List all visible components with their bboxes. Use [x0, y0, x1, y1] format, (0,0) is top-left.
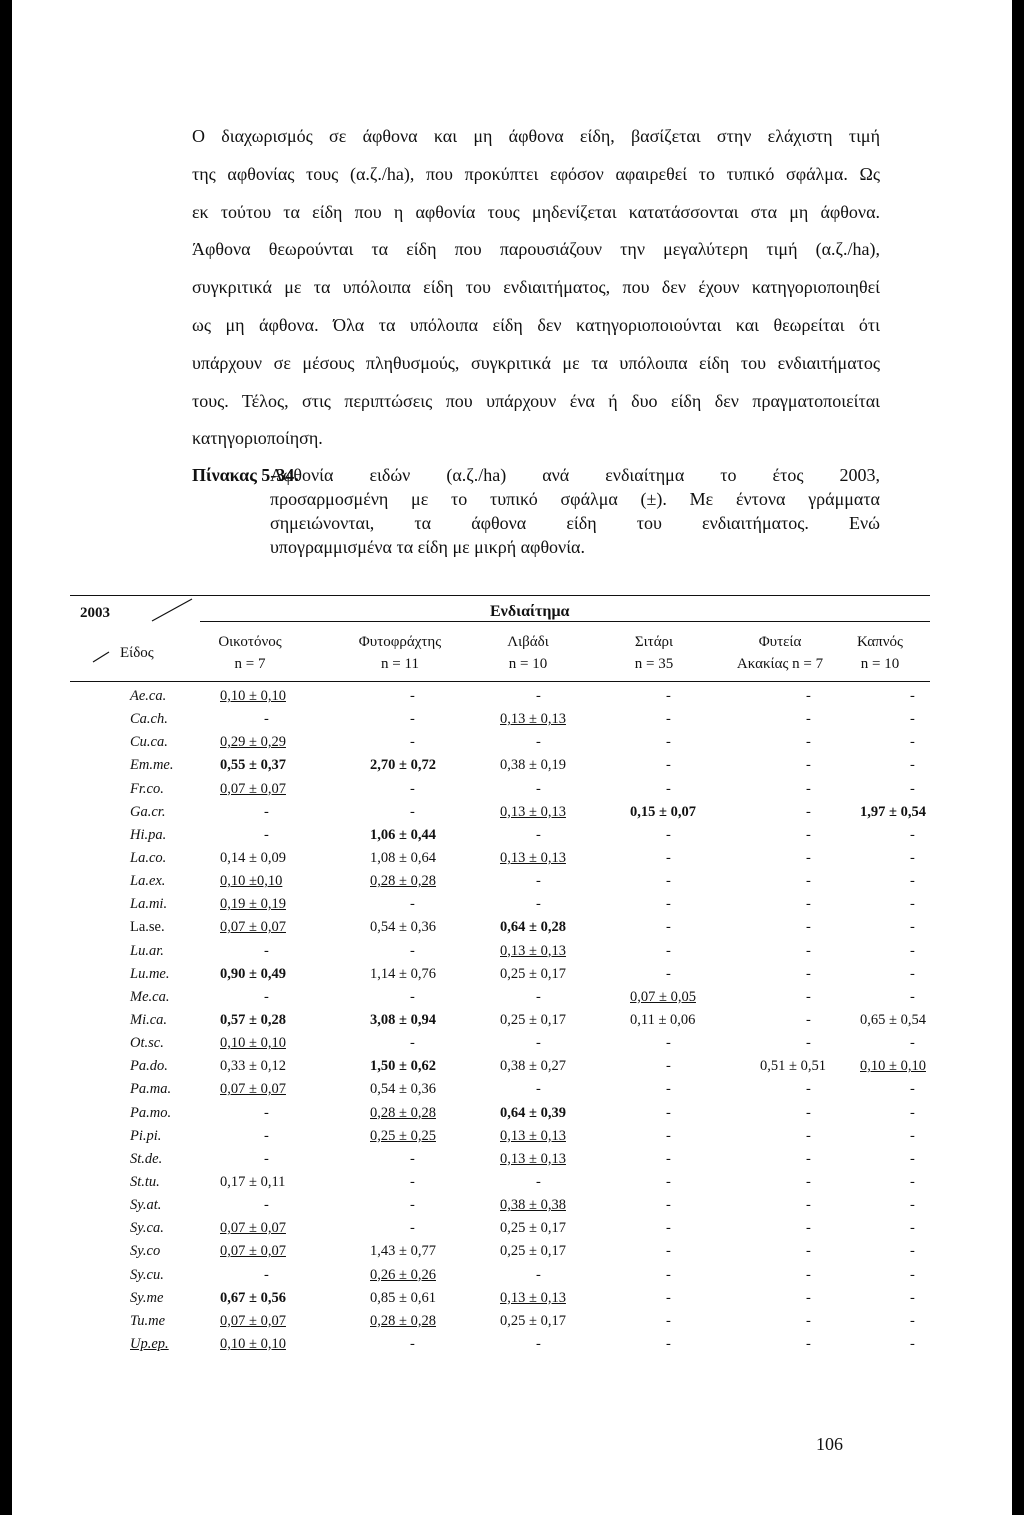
- column-sample-size: n = 11: [381, 656, 419, 672]
- abundance-cell: -: [806, 849, 811, 866]
- table-row: [70, 893, 930, 916]
- abundance-cell: 0,07 ± 0,07: [220, 1220, 286, 1237]
- species-code: Me.ca.: [130, 988, 170, 1005]
- abundance-cell: -: [536, 688, 541, 704]
- abundance-cell: -: [410, 780, 415, 797]
- paragraph-line: της αφθονίας τους (α.ζ./ha), που προκύπτει εφόσον αφαιρεθεί το τυπικό σφάλμα. Ως: [192, 163, 880, 184]
- abundance-cell: 0,13 ± 0,13: [500, 849, 566, 866]
- table-row: [70, 731, 930, 754]
- abundance-cell: -: [264, 988, 269, 1005]
- table-row: [70, 963, 930, 986]
- abundance-cell: -: [910, 988, 915, 1005]
- column-sample-size: n = 10: [508, 656, 548, 672]
- abundance-cell: -: [264, 826, 269, 843]
- abundance-cell: 0,07 ± 0,07: [220, 1081, 286, 1098]
- abundance-cell: -: [536, 1035, 541, 1052]
- abundance-cell: -: [666, 1197, 671, 1214]
- abundance-cell: 3,08 ± 0,94: [370, 1011, 436, 1028]
- species-code: Sy.ca.: [130, 1220, 164, 1237]
- abundance-cell: -: [410, 1220, 415, 1237]
- abundance-cell: 0,54 ± 0,36: [370, 919, 436, 936]
- abundance-cell: -: [806, 988, 811, 1005]
- table-row: [70, 824, 930, 847]
- body-paragraph: [192, 118, 880, 458]
- abundance-cell: -: [666, 688, 671, 704]
- habitat-group-header: Ενδιαίτημα: [490, 603, 570, 620]
- abundance-cell: -: [806, 711, 811, 728]
- species-code: Mi.ca.: [130, 1011, 168, 1028]
- column-name: Λιβάδι: [507, 634, 549, 650]
- abundance-cell: -: [666, 849, 671, 866]
- page-number: 106: [816, 1434, 843, 1454]
- column-sample-size: Ακακίας n = 7: [736, 656, 824, 672]
- abundance-cell: 0,28 ± 0,28: [370, 1312, 436, 1329]
- column-name: Καπνός: [857, 634, 903, 650]
- abundance-cell: -: [666, 942, 671, 959]
- abundance-cell: 0,29 ± 0,29: [220, 734, 286, 751]
- abundance-cell: -: [264, 1104, 269, 1121]
- abundance-cell: -: [264, 1127, 269, 1144]
- paragraph-line: τους. Τέλος, στις περιπτώσεις που υπάρχουν ένα ή δυο είδη δεν πραγματοποιείται: [192, 390, 880, 411]
- abundance-cell: 0,90 ± 0,49: [220, 965, 286, 982]
- abundance-cell: -: [666, 711, 671, 728]
- table-row: [70, 1194, 930, 1217]
- abundance-cell: -: [806, 688, 811, 704]
- abundance-cell: -: [806, 1104, 811, 1121]
- abundance-cell: -: [806, 1335, 811, 1352]
- abundance-cell: 0,38 ± 0,27: [500, 1058, 566, 1075]
- abundance-cell: 0,13 ± 0,13: [500, 1289, 566, 1306]
- abundance-cell: -: [910, 1266, 915, 1283]
- table-row: [70, 685, 930, 708]
- abundance-cell: 0,10 ± 0,10: [220, 1035, 286, 1052]
- species-code: St.de.: [130, 1150, 163, 1167]
- abundance-cell: -: [910, 1289, 915, 1306]
- abundance-cell: 0,15 ± 0,07: [630, 803, 696, 820]
- abundance-cell: -: [666, 826, 671, 843]
- abundance-cell: -: [806, 1266, 811, 1283]
- abundance-cell: -: [910, 896, 915, 913]
- abundance-cell: -: [666, 757, 671, 774]
- column-name: Οικοτόνος: [218, 634, 282, 650]
- caption-label: Πίνακας 5-34.: [192, 465, 299, 485]
- abundance-cell: -: [806, 780, 811, 797]
- abundance-cell: -: [666, 734, 671, 751]
- abundance-cell: 0,25 ± 0,17: [500, 1312, 566, 1329]
- abundance-cell: -: [666, 965, 671, 982]
- abundance-cell: -: [806, 1127, 811, 1144]
- table-row: [70, 1009, 930, 1032]
- abundance-cell: -: [806, 1243, 811, 1260]
- abundance-cell: -: [910, 1104, 915, 1121]
- abundance-cell: -: [410, 803, 415, 820]
- abundance-cell: 2,70 ± 0,72: [370, 757, 436, 774]
- caption-text: [270, 463, 880, 559]
- table-row: [70, 1264, 930, 1287]
- abundance-cell: -: [806, 1312, 811, 1329]
- abundance-cell: 0,07 ± 0,07: [220, 919, 286, 936]
- abundance-cell: -: [910, 1150, 915, 1167]
- caption-line: Αφθονία ειδών (α.ζ./ha) ανά ενδιαίτημα το έτος 2003,: [270, 465, 880, 485]
- abundance-cell: -: [910, 1173, 915, 1190]
- species-code: Ca.ch.: [130, 711, 168, 728]
- column-sample-size: n = 35: [634, 656, 674, 672]
- abundance-cell: -: [666, 1289, 671, 1306]
- abundance-cell: -: [910, 849, 915, 866]
- abundance-cell: -: [264, 803, 269, 820]
- abundance-cell: -: [806, 1150, 811, 1167]
- abundance-cell: -: [264, 711, 269, 728]
- abundance-cell: -: [806, 1011, 811, 1028]
- abundance-cell: -: [910, 942, 915, 959]
- abundance-cell: -: [910, 711, 915, 728]
- table-row: [70, 1148, 930, 1171]
- abundance-cell: 0,67 ± 0,56: [220, 1289, 286, 1306]
- abundance-cell: 1,14 ± 0,76: [370, 965, 436, 982]
- abundance-cell: 0,10 ± 0,10: [220, 688, 286, 704]
- table-row: [70, 1032, 930, 1055]
- column-header: [599, 631, 709, 675]
- abundance-cell: -: [806, 1197, 811, 1214]
- abundance-cell: 0,11 ± 0,06: [630, 1011, 696, 1028]
- table-row: [70, 1333, 930, 1356]
- species-code: La.se.: [130, 919, 165, 936]
- abundance-cell: -: [666, 1127, 671, 1144]
- paragraph-line: κατηγοριοποίηση.: [192, 428, 323, 449]
- species-code: Ga.cr.: [130, 803, 166, 820]
- abundance-cell: 0,19 ± 0,19: [220, 896, 286, 913]
- abundance-cell: -: [666, 1335, 671, 1352]
- abundance-cell: 0,65 ± 0,54: [860, 1011, 926, 1028]
- abundance-cell: 0,07 ± 0,05: [630, 988, 696, 1005]
- abundance-cell: 0,07 ± 0,07: [220, 1243, 286, 1260]
- abundance-cell: 0,25 ± 0,25: [370, 1127, 436, 1144]
- abundance-cell: 0,54 ± 0,36: [370, 1081, 436, 1098]
- abundance-cell: -: [806, 919, 811, 936]
- paragraph-line: εκ τούτου τα είδη που η αφθονία τους μηδενίζεται κατατάσσονται στα μη άφθονα.: [192, 201, 880, 222]
- abundance-cell: 0,07 ± 0,07: [220, 1312, 286, 1329]
- abundance-cell: -: [536, 780, 541, 797]
- column-header: [190, 631, 310, 675]
- abundance-cell: -: [666, 896, 671, 913]
- species-code: Sy.me: [130, 1289, 164, 1306]
- species-code: Sy.at.: [130, 1197, 162, 1214]
- abundance-cell: -: [910, 919, 915, 936]
- abundance-cell: -: [536, 1335, 541, 1352]
- abundance-cell: -: [806, 965, 811, 982]
- abundance-cell: -: [806, 1035, 811, 1052]
- year-diagonal: [150, 597, 194, 623]
- table-row: [70, 1287, 930, 1310]
- abundance-cell: -: [410, 1173, 415, 1190]
- species-code: La.co.: [130, 849, 167, 866]
- table-row: [70, 1240, 930, 1263]
- column-name: Φυτεία: [758, 634, 802, 650]
- paragraph-line: ως μη άφθονα. Όλα τα υπόλοιπα είδη δεν κατηγοριοποιούνται και θεωρείται ότι: [192, 314, 880, 335]
- abundance-cell: -: [264, 942, 269, 959]
- abundance-cell: -: [536, 734, 541, 751]
- abundance-cell: -: [666, 1081, 671, 1098]
- abundance-cell: -: [910, 965, 915, 982]
- abundance-cell: -: [264, 1150, 269, 1167]
- species-code: Pa.mo.: [130, 1104, 172, 1121]
- abundance-cell: -: [666, 1173, 671, 1190]
- table-row: [70, 1078, 930, 1101]
- table-body: [70, 685, 930, 1356]
- species-code: Ot.sc.: [130, 1035, 164, 1052]
- group-rule: [200, 621, 930, 622]
- abundance-cell: -: [536, 896, 541, 913]
- table-row: [70, 916, 930, 939]
- abundance-cell: 1,43 ± 0,77: [370, 1243, 436, 1260]
- column-header: [830, 631, 930, 675]
- abundance-cell: -: [910, 1220, 915, 1237]
- abundance-cell: -: [910, 1035, 915, 1052]
- table-top-rule: [70, 595, 930, 596]
- abundance-cell: -: [264, 1266, 269, 1283]
- abundance-cell: 1,97 ± 0,54: [860, 803, 926, 820]
- abundance-cell: 0,57 ± 0,28: [220, 1011, 286, 1028]
- abundance-cell: -: [910, 873, 915, 890]
- abundance-cell: 0,25 ± 0,17: [500, 965, 566, 982]
- abundance-cell: -: [910, 1243, 915, 1260]
- caption-line: προσαρμοσμένη με το τυπικό σφάλμα (±). Με έντονα γράμματα: [270, 489, 880, 509]
- abundance-cell: -: [410, 896, 415, 913]
- abundance-cell: -: [806, 873, 811, 890]
- abundance-cell: 0,38 ± 0,38: [500, 1197, 566, 1214]
- abundance-cell: 0,64 ± 0,39: [500, 1104, 566, 1121]
- abundance-cell: -: [410, 711, 415, 728]
- abundance-cell: -: [666, 1312, 671, 1329]
- abundance-cell: -: [666, 1220, 671, 1237]
- table-row: [70, 1055, 930, 1078]
- abundance-cell: 1,50 ± 0,62: [370, 1058, 436, 1075]
- column-name: Φυτοφράχτης: [358, 634, 442, 650]
- abundance-cell: -: [910, 1335, 915, 1352]
- species-diagonal: [92, 651, 110, 663]
- abundance-cell: 0,13 ± 0,13: [500, 1150, 566, 1167]
- species-code: Sy.cu.: [130, 1266, 164, 1283]
- abundance-cell: -: [666, 1266, 671, 1283]
- species-code: La.ex.: [130, 873, 166, 890]
- abundance-cell: 0,33 ± 0,12: [220, 1058, 286, 1075]
- paragraph-line: υπάρχουν σε μέσους πληθυσμούς, συγκριτικά με τα υπόλοιπα είδη του ενδιαιτήματος: [192, 352, 880, 373]
- abundance-cell: 0,26 ± 0,26: [370, 1266, 436, 1283]
- abundance-cell: -: [410, 1150, 415, 1167]
- abundance-cell: 0,13 ± 0,13: [500, 803, 566, 820]
- abundance-cell: -: [410, 1197, 415, 1214]
- abundance-cell: 0,07 ± 0,07: [220, 780, 286, 797]
- species-code: Cu.ca.: [130, 734, 168, 751]
- table-row: [70, 1217, 930, 1240]
- column-sample-size: n = 10: [860, 656, 900, 672]
- abundance-cell: -: [910, 1312, 915, 1329]
- abundance-cell: -: [910, 688, 915, 704]
- abundance-cell: -: [910, 1197, 915, 1214]
- abundance-cell: -: [264, 1197, 269, 1214]
- paragraph-line: Άφθονα θεωρούνται τα είδη που παρουσιάζουν την μεγαλύτερη τιμή (α.ζ./ha),: [192, 239, 880, 260]
- species-code: Lu.ar.: [130, 942, 164, 959]
- species-code: Up.ep.: [130, 1335, 169, 1352]
- abundance-cell: -: [806, 734, 811, 751]
- abundance-cell: -: [666, 1035, 671, 1052]
- abundance-cell: 0,55 ± 0,37: [220, 757, 286, 774]
- abundance-cell: -: [536, 873, 541, 890]
- abundance-cell: -: [410, 988, 415, 1005]
- abundance-cell: 0,28 ± 0,28: [370, 873, 436, 890]
- caption-line: υπογραμμισμένα τα είδη με μικρή αφθονία.: [270, 537, 585, 557]
- column-header: [710, 631, 850, 675]
- species-code: La.mi.: [130, 896, 168, 913]
- species-column-header: Είδος: [120, 645, 154, 661]
- abundance-cell: 0,25 ± 0,17: [500, 1011, 566, 1028]
- column-header: [335, 631, 465, 675]
- table-row: [70, 986, 930, 1009]
- abundance-cell: 0,10 ±0,10: [220, 873, 283, 890]
- abundance-cell: -: [666, 1243, 671, 1260]
- species-code: Pi.pi.: [130, 1127, 162, 1144]
- abundance-cell: 0,51 ± 0,51: [760, 1058, 826, 1075]
- abundance-cell: -: [410, 734, 415, 751]
- abundance-cell: -: [666, 1104, 671, 1121]
- column-name: Σιτάρι: [634, 634, 674, 650]
- abundance-cell: -: [410, 942, 415, 959]
- abundance-cell: -: [410, 1035, 415, 1052]
- abundance-cell: -: [806, 942, 811, 959]
- abundance-cell: -: [910, 1081, 915, 1098]
- abundance-cell: -: [536, 1266, 541, 1283]
- table-row: [70, 754, 930, 777]
- species-code: St.tu.: [130, 1173, 160, 1190]
- species-code: Sy.co: [130, 1243, 161, 1260]
- table-row: [70, 708, 930, 731]
- abundance-cell: 0,13 ± 0,13: [500, 1127, 566, 1144]
- abundance-cell: -: [910, 826, 915, 843]
- abundance-cell: 0,38 ± 0,19: [500, 757, 566, 774]
- table-row: [70, 1171, 930, 1194]
- header-bottom-rule: [70, 681, 930, 682]
- species-code: Lu.me.: [130, 965, 170, 982]
- abundance-cell: -: [666, 919, 671, 936]
- abundance-cell: 0,25 ± 0,17: [500, 1220, 566, 1237]
- paragraph-line: Ο διαχωρισμός σε άφθονα και μη άφθονα είδη, βασίζεται στην ελάχιστη τιμή: [192, 126, 880, 146]
- table-row: [70, 847, 930, 870]
- abundance-cell: -: [536, 826, 541, 843]
- abundance-cell: -: [666, 873, 671, 890]
- table-row: [70, 940, 930, 963]
- abundance-cell: -: [806, 826, 811, 843]
- abundance-cell: -: [536, 988, 541, 1005]
- table-row: [70, 801, 930, 824]
- abundance-cell: -: [910, 1127, 915, 1144]
- abundance-cell: 1,06 ± 0,44: [370, 826, 436, 843]
- abundance-cell: 0,25 ± 0,17: [500, 1243, 566, 1260]
- abundance-cell: -: [910, 757, 915, 774]
- species-code: Em.me.: [130, 757, 174, 774]
- abundance-cell: 0,10 ± 0,10: [220, 1335, 286, 1352]
- table-row: [70, 1102, 930, 1125]
- abundance-cell: -: [666, 1150, 671, 1167]
- abundance-cell: -: [666, 780, 671, 797]
- caption-line: σημειώνονται, τα άφθονα είδη του ενδιαιτήματος. Ενώ: [270, 513, 880, 533]
- abundance-cell: -: [666, 1058, 671, 1075]
- abundance-cell: 0,10 ± 0,10: [860, 1058, 926, 1075]
- column-sample-size: n = 7: [234, 656, 266, 672]
- abundance-cell: 0,14 ± 0,09: [220, 849, 286, 866]
- abundance-cell: 0,64 ± 0,28: [500, 919, 566, 936]
- abundance-cell: 0,17 ± 0,11: [220, 1173, 286, 1190]
- abundance-cell: 1,08 ± 0,64: [370, 849, 436, 866]
- abundance-cell: -: [806, 757, 811, 774]
- paragraph-line: συγκριτικά με τα υπόλοιπα είδη του ενδιαιτήματος, που δεν έχουν κατηγοριοποιηθεί: [192, 277, 880, 298]
- species-code: Ae.ca.: [130, 688, 167, 704]
- species-code: Tu.me: [130, 1312, 166, 1329]
- abundance-cell: 0,13 ± 0,13: [500, 942, 566, 959]
- abundance-cell: -: [910, 780, 915, 797]
- abundance-cell: -: [536, 1173, 541, 1190]
- abundance-cell: -: [410, 1335, 415, 1352]
- species-code: Hi.pa.: [130, 826, 167, 843]
- table-year: 2003: [80, 605, 110, 621]
- table-row: [70, 1310, 930, 1333]
- abundance-cell: -: [410, 688, 415, 704]
- document-page: [12, 0, 1012, 1515]
- abundance-cell: -: [806, 1289, 811, 1306]
- abundance-cell: 0,85 ± 0,61: [370, 1289, 436, 1306]
- abundance-cell: -: [910, 734, 915, 751]
- abundance-cell: -: [806, 1220, 811, 1237]
- species-code: Pa.ma.: [130, 1081, 172, 1098]
- column-header: [473, 631, 583, 675]
- table-row: [70, 1125, 930, 1148]
- table-row: [70, 778, 930, 801]
- abundance-cell: -: [806, 1081, 811, 1098]
- abundance-cell: -: [536, 1081, 541, 1098]
- species-code: Pa.do.: [130, 1058, 168, 1075]
- abundance-cell: 0,13 ± 0,13: [500, 711, 566, 728]
- abundance-cell: 0,28 ± 0,28: [370, 1104, 436, 1121]
- abundance-cell: -: [806, 803, 811, 820]
- abundance-cell: -: [806, 896, 811, 913]
- abundance-cell: -: [806, 1173, 811, 1190]
- species-code: Fr.co.: [130, 780, 164, 797]
- table-row: [70, 870, 930, 893]
